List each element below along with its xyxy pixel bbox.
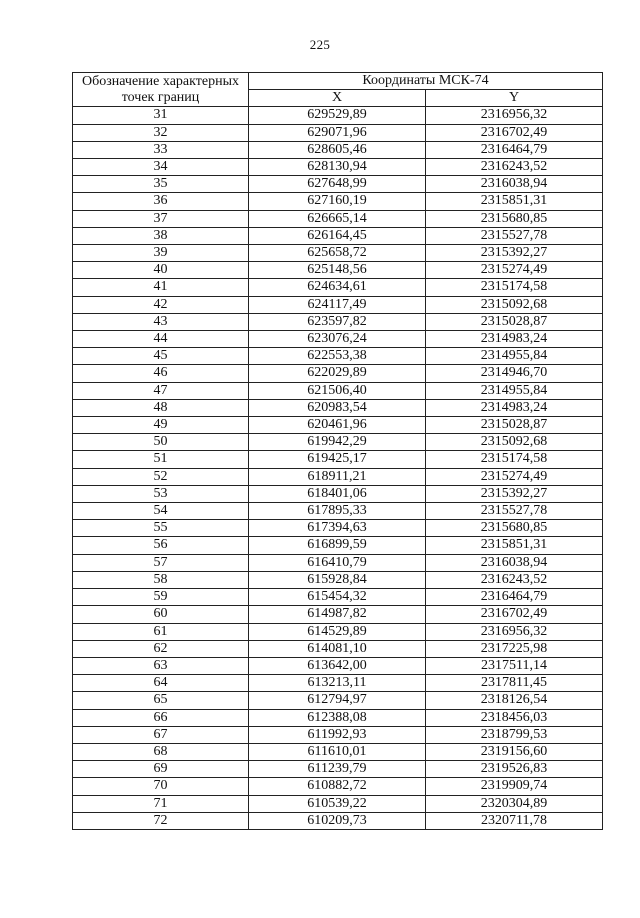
point-number-cell: 34 bbox=[73, 159, 249, 176]
table-row bbox=[73, 296, 603, 313]
table-row bbox=[73, 141, 603, 158]
point-number-cell: 50 bbox=[73, 434, 249, 451]
y-coordinate-cell: 2316956,32 bbox=[426, 107, 603, 124]
x-coordinate-cell: 626665,14 bbox=[249, 210, 426, 227]
point-number-cell: 56 bbox=[73, 537, 249, 554]
x-coordinate-cell: 610539,22 bbox=[249, 795, 426, 812]
table-row bbox=[73, 761, 603, 778]
x-coordinate-cell: 629071,96 bbox=[249, 124, 426, 141]
table-row bbox=[73, 485, 603, 502]
y-coordinate-cell: 2315392,27 bbox=[426, 485, 603, 502]
coordinates-table bbox=[72, 72, 603, 830]
x-coordinate-cell: 611239,79 bbox=[249, 761, 426, 778]
x-coordinate-cell: 627648,99 bbox=[249, 176, 426, 193]
table-row bbox=[73, 451, 603, 468]
y-coordinate-cell: 2315851,31 bbox=[426, 193, 603, 210]
table-row bbox=[73, 313, 603, 330]
x-coordinate-cell: 622553,38 bbox=[249, 348, 426, 365]
y-coordinate-cell: 2316038,94 bbox=[426, 554, 603, 571]
point-number-cell: 48 bbox=[73, 399, 249, 416]
x-coordinate-cell: 611610,01 bbox=[249, 743, 426, 760]
point-number-cell: 43 bbox=[73, 313, 249, 330]
point-number-cell: 55 bbox=[73, 520, 249, 537]
point-number-cell: 64 bbox=[73, 675, 249, 692]
x-coordinate-cell: 617895,33 bbox=[249, 503, 426, 520]
y-coordinate-cell: 2319909,74 bbox=[426, 778, 603, 795]
point-number-cell: 51 bbox=[73, 451, 249, 468]
table-header bbox=[73, 73, 603, 107]
table-row bbox=[73, 726, 603, 743]
x-coordinate-cell: 614987,82 bbox=[249, 606, 426, 623]
y-coordinate-cell: 2317225,98 bbox=[426, 640, 603, 657]
table-row bbox=[73, 262, 603, 279]
table-row bbox=[73, 245, 603, 262]
point-number-cell: 54 bbox=[73, 503, 249, 520]
table-row bbox=[73, 778, 603, 795]
point-number-cell: 40 bbox=[73, 262, 249, 279]
y-coordinate-cell: 2318799,53 bbox=[426, 726, 603, 743]
point-number-cell: 58 bbox=[73, 571, 249, 588]
point-number-cell: 72 bbox=[73, 812, 249, 829]
point-number-cell: 71 bbox=[73, 795, 249, 812]
y-coordinate-cell: 2316702,49 bbox=[426, 124, 603, 141]
point-number-cell: 65 bbox=[73, 692, 249, 709]
table-row bbox=[73, 537, 603, 554]
table-row bbox=[73, 503, 603, 520]
point-number-cell: 52 bbox=[73, 468, 249, 485]
point-number-cell: 63 bbox=[73, 657, 249, 674]
table-row bbox=[73, 434, 603, 451]
point-number-cell: 67 bbox=[73, 726, 249, 743]
y-coordinate-cell: 2315092,68 bbox=[426, 296, 603, 313]
point-number-cell: 36 bbox=[73, 193, 249, 210]
x-coordinate-cell: 618401,06 bbox=[249, 485, 426, 502]
table-row bbox=[73, 176, 603, 193]
y-coordinate-cell: 2319526,83 bbox=[426, 761, 603, 778]
x-coordinate-cell: 628130,94 bbox=[249, 159, 426, 176]
x-coordinate-cell: 628605,46 bbox=[249, 141, 426, 158]
point-number-cell: 68 bbox=[73, 743, 249, 760]
point-number-cell: 61 bbox=[73, 623, 249, 640]
y-coordinate-cell: 2315527,78 bbox=[426, 503, 603, 520]
point-number-cell: 31 bbox=[73, 107, 249, 124]
y-coordinate-cell: 2316243,52 bbox=[426, 571, 603, 588]
table-row bbox=[73, 743, 603, 760]
point-number-cell: 53 bbox=[73, 485, 249, 502]
table-row bbox=[73, 107, 603, 124]
x-coordinate-cell: 619942,29 bbox=[249, 434, 426, 451]
x-coordinate-cell: 614081,10 bbox=[249, 640, 426, 657]
x-coordinate-cell: 615454,32 bbox=[249, 589, 426, 606]
y-coordinate-cell: 2315028,87 bbox=[426, 313, 603, 330]
y-coordinate-cell: 2315274,49 bbox=[426, 262, 603, 279]
table-row bbox=[73, 210, 603, 227]
table-row bbox=[73, 657, 603, 674]
x-coordinate-cell: 625148,56 bbox=[249, 262, 426, 279]
y-coordinate-cell: 2316702,49 bbox=[426, 606, 603, 623]
point-number-cell: 33 bbox=[73, 141, 249, 158]
y-coordinate-cell: 2315851,31 bbox=[426, 537, 603, 554]
x-column-header: X bbox=[249, 90, 426, 107]
point-number-cell: 69 bbox=[73, 761, 249, 778]
y-coordinate-cell: 2314955,84 bbox=[426, 382, 603, 399]
table-row bbox=[73, 382, 603, 399]
y-coordinate-cell: 2314983,24 bbox=[426, 331, 603, 348]
point-number-cell: 44 bbox=[73, 331, 249, 348]
y-coordinate-cell: 2316243,52 bbox=[426, 159, 603, 176]
table-row bbox=[73, 417, 603, 434]
point-number-cell: 39 bbox=[73, 245, 249, 262]
point-number-cell: 60 bbox=[73, 606, 249, 623]
table-row bbox=[73, 159, 603, 176]
y-coordinate-cell: 2315527,78 bbox=[426, 227, 603, 244]
point-number-cell: 32 bbox=[73, 124, 249, 141]
x-coordinate-cell: 621506,40 bbox=[249, 382, 426, 399]
y-coordinate-cell: 2318126,54 bbox=[426, 692, 603, 709]
point-number-cell: 49 bbox=[73, 417, 249, 434]
x-coordinate-cell: 623597,82 bbox=[249, 313, 426, 330]
x-coordinate-cell: 617394,63 bbox=[249, 520, 426, 537]
y-coordinate-cell: 2315028,87 bbox=[426, 417, 603, 434]
table-row bbox=[73, 675, 603, 692]
y-coordinate-cell: 2314983,24 bbox=[426, 399, 603, 416]
table-row bbox=[73, 365, 603, 382]
table-row bbox=[73, 520, 603, 537]
y-coordinate-cell: 2315174,58 bbox=[426, 451, 603, 468]
table-row bbox=[73, 124, 603, 141]
point-number-cell: 38 bbox=[73, 227, 249, 244]
table-row bbox=[73, 227, 603, 244]
x-coordinate-cell: 613642,00 bbox=[249, 657, 426, 674]
x-coordinate-cell: 615928,84 bbox=[249, 571, 426, 588]
x-coordinate-cell: 616899,59 bbox=[249, 537, 426, 554]
table-row bbox=[73, 571, 603, 588]
table-row bbox=[73, 692, 603, 709]
x-coordinate-cell: 624117,49 bbox=[249, 296, 426, 313]
header-row-top bbox=[73, 73, 603, 90]
x-coordinate-cell: 627160,19 bbox=[249, 193, 426, 210]
x-coordinate-cell: 622029,89 bbox=[249, 365, 426, 382]
x-coordinate-cell: 610209,73 bbox=[249, 812, 426, 829]
table-row bbox=[73, 554, 603, 571]
point-header-line1: Обозначение характерных bbox=[82, 73, 239, 89]
table-row bbox=[73, 399, 603, 416]
point-number-cell: 62 bbox=[73, 640, 249, 657]
x-coordinate-cell: 625658,72 bbox=[249, 245, 426, 262]
y-coordinate-cell: 2317511,14 bbox=[426, 657, 603, 674]
x-coordinate-cell: 613213,11 bbox=[249, 675, 426, 692]
y-coordinate-cell: 2315174,58 bbox=[426, 279, 603, 296]
y-coordinate-cell: 2315680,85 bbox=[426, 210, 603, 227]
coordinates-group-header: Координаты МСК-74 bbox=[249, 73, 603, 90]
y-coordinate-cell: 2315680,85 bbox=[426, 520, 603, 537]
y-coordinate-cell: 2315092,68 bbox=[426, 434, 603, 451]
y-coordinate-cell: 2316956,32 bbox=[426, 623, 603, 640]
point-number-cell: 47 bbox=[73, 382, 249, 399]
table-row bbox=[73, 623, 603, 640]
y-coordinate-cell: 2316038,94 bbox=[426, 176, 603, 193]
y-coordinate-cell: 2319156,60 bbox=[426, 743, 603, 760]
y-coordinate-cell: 2315392,27 bbox=[426, 245, 603, 262]
point-number-cell: 42 bbox=[73, 296, 249, 313]
point-number-cell: 59 bbox=[73, 589, 249, 606]
y-coordinate-cell: 2316464,79 bbox=[426, 141, 603, 158]
point-number-cell: 41 bbox=[73, 279, 249, 296]
page-number: 225 bbox=[309, 37, 331, 52]
point-number-cell: 46 bbox=[73, 365, 249, 382]
x-coordinate-cell: 624634,61 bbox=[249, 279, 426, 296]
table-row bbox=[73, 812, 603, 829]
point-number-cell: 70 bbox=[73, 778, 249, 795]
x-coordinate-cell: 623076,24 bbox=[249, 331, 426, 348]
table-body bbox=[73, 107, 603, 830]
x-coordinate-cell: 614529,89 bbox=[249, 623, 426, 640]
y-coordinate-cell: 2316464,79 bbox=[426, 589, 603, 606]
x-coordinate-cell: 626164,45 bbox=[249, 227, 426, 244]
y-coordinate-cell: 2320711,78 bbox=[426, 812, 603, 829]
table-row bbox=[73, 468, 603, 485]
x-coordinate-cell: 620461,96 bbox=[249, 417, 426, 434]
table-row bbox=[73, 795, 603, 812]
y-column-header: Y bbox=[426, 90, 603, 107]
x-coordinate-cell: 612388,08 bbox=[249, 709, 426, 726]
table-row bbox=[73, 348, 603, 365]
table-row bbox=[73, 331, 603, 348]
x-coordinate-cell: 610882,72 bbox=[249, 778, 426, 795]
x-coordinate-cell: 618911,21 bbox=[249, 468, 426, 485]
x-coordinate-cell: 619425,17 bbox=[249, 451, 426, 468]
table-row bbox=[73, 709, 603, 726]
y-coordinate-cell: 2317811,45 bbox=[426, 675, 603, 692]
y-coordinate-cell: 2314955,84 bbox=[426, 348, 603, 365]
point-number-cell: 37 bbox=[73, 210, 249, 227]
point-number-cell: 66 bbox=[73, 709, 249, 726]
table-row bbox=[73, 589, 603, 606]
x-coordinate-cell: 629529,89 bbox=[249, 107, 426, 124]
table-row bbox=[73, 640, 603, 657]
y-coordinate-cell: 2320304,89 bbox=[426, 795, 603, 812]
y-coordinate-cell: 2318456,03 bbox=[426, 709, 603, 726]
point-number-cell: 45 bbox=[73, 348, 249, 365]
table-row bbox=[73, 279, 603, 296]
x-coordinate-cell: 616410,79 bbox=[249, 554, 426, 571]
point-designation-header bbox=[73, 73, 249, 107]
x-coordinate-cell: 611992,93 bbox=[249, 726, 426, 743]
point-header-line2: точек границ bbox=[121, 89, 200, 105]
table-row bbox=[73, 606, 603, 623]
y-coordinate-cell: 2315274,49 bbox=[426, 468, 603, 485]
point-number-cell: 57 bbox=[73, 554, 249, 571]
table-row bbox=[73, 193, 603, 210]
y-coordinate-cell: 2314946,70 bbox=[426, 365, 603, 382]
x-coordinate-cell: 612794,97 bbox=[249, 692, 426, 709]
point-number-cell: 35 bbox=[73, 176, 249, 193]
x-coordinate-cell: 620983,54 bbox=[249, 399, 426, 416]
